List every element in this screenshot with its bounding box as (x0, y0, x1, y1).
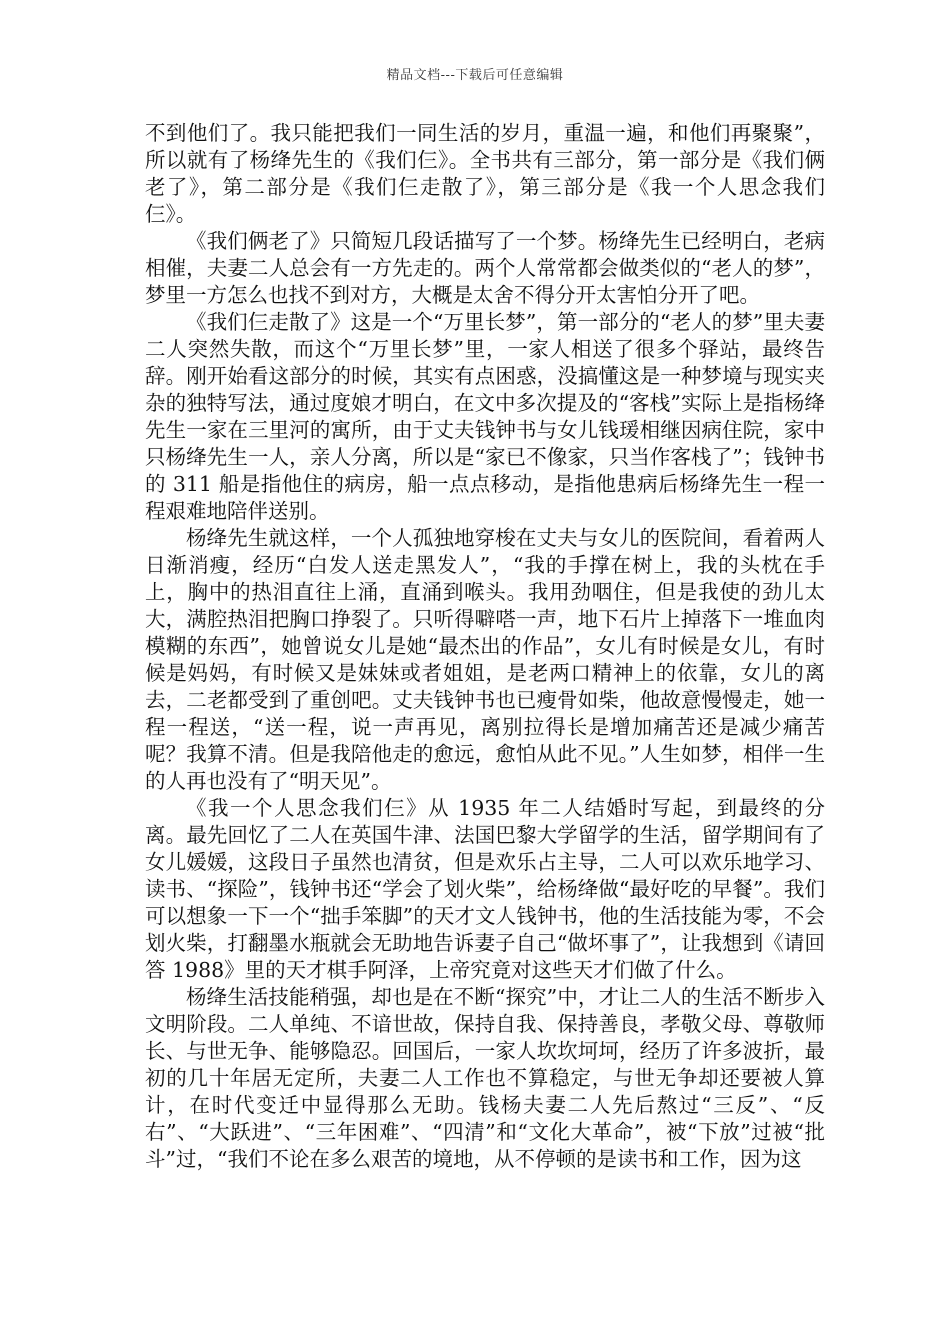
paragraph-4: 杨绛先生就这样，一个人孤独地穿梭在丈夫与女儿的医院间，看着两人日渐消瘦，经历“白发人送走黑发人”，“我的手撑在树上，我的头枕在手上，胸中的热泪直往上涌，直涌到喉头。我用劲咽住，但是我使的劲儿太大，满腔热泪把胸口挣裂了。只听得噼嗒一声，地下石片上掉落下一堆血肉模糊的东西”，她曾说女儿是她“最杰出的作品”，女儿有时候是女儿，有时候是妈妈，有时候又是妹妹或者姐姐，是老两口精神上的依靠，女儿的离去，二老都受到了重创吧。丈夫钱钟书也已瘦骨如柴，他故意慢慢走，她一程一程送，“送一程，说一声再见，离别拉得长是增加痛苦还是减少痛苦呢？我算不清。但是我陪他走的愈远，愈怕从此不见。”人生如梦，相伴一生的人再也没有了“明天见”。 (145, 526, 825, 793)
paragraph-3: 《我们仨走散了》这是一个“万里长梦”，第一部分的“老人的梦”里夫妻二人突然失散，而这个“万里长梦”里，一家人相送了很多个驿站，最终告辞。刚开始看这部分的时候，其实有点困惑，没搞懂这是一种梦境与现实夹杂的独特写法，通过度娘才明白，在文中多次提及的“客栈”实际上是指杨绛先生一家在三里河的寓所，由于丈夫钱钟书与女儿钱瑗相继因病住院，家中只杨绛先生一人，亲人分离，所以是“家已不像家，只当作客栈了”；钱钟书的 311 船是指他住的病房，船一点点移动，是指他患病后杨绛先生一程一程艰难地陪伴送别。 (145, 310, 825, 523)
page-header: 精品文档---下载后可任意编辑 (386, 68, 564, 83)
paragraph-2: 《我们俩老了》只简短几段话描写了一个梦。杨绛先生已经明白，老病相催，夫妻二人总会有一方先走的。两个人常常都会做类似的“老人的梦”，梦里一方怎么也找不到对方，大概是太舍不得分开太害怕分开了吧。 (145, 229, 825, 307)
paragraph-1: 不到他们了。我只能把我们一同生活的岁月，重温一遍，和他们再聚聚”，所以就有了杨绛先生的《我们仨》。全书共有三部分，第一部分是《我们俩老了》，第二部分是《我们仨走散了》，第三部分是《我一个人思念我们仨》。 (145, 121, 825, 226)
paragraph-6: 杨绛生活技能稍强，却也是在不断“探究”中，才让二人的生活不断步入文明阶段。二人单纯、不谙世故，保持自我、保持善良，孝敬父母、尊敬师长、与世无争、能够隐忍。回国后，一家人坎坎坷坷，经历了许多波折，最初的几十年居无定所，夫妻二人工作也不算稳定，与世无争却还要被人算计，在时代变迁中显得那么无助。钱杨夫妻二人先后熬过“三反”、“反右”、“大跃进”、“三年困难”、“四清”和“文化大革命”，被“下放”过被“批斗”过，“我们不论在多么艰苦的境地，从不停顿的是读书和工作，因为这 (145, 985, 825, 1171)
document-body (145, 120, 825, 1173)
paragraph-5: 《我一个人思念我们仨》从 1935 年二人结婚时写起，到最终的分离。最先回忆了二人在英国牛津、法国巴黎大学留学的生活，留学期间有了女儿媛媛，这段日子虽然也清贫，但是欢乐占主导，二人可以欢乐地学习、读书、“探险”，钱钟书还“学会了划火柴”，给杨绛做“最好吃的早餐”。我们可以想象一下一个“拙手笨脚”的天才文人钱钟书，他的生活技能为零，不会划火柴，打翻墨水瓶就会无助地告诉妻子自己“做坏事了”，让我想到《请回答 1988》里的天才棋手阿泽，上帝究竟对这些天才们做了什么。 (145, 796, 825, 982)
